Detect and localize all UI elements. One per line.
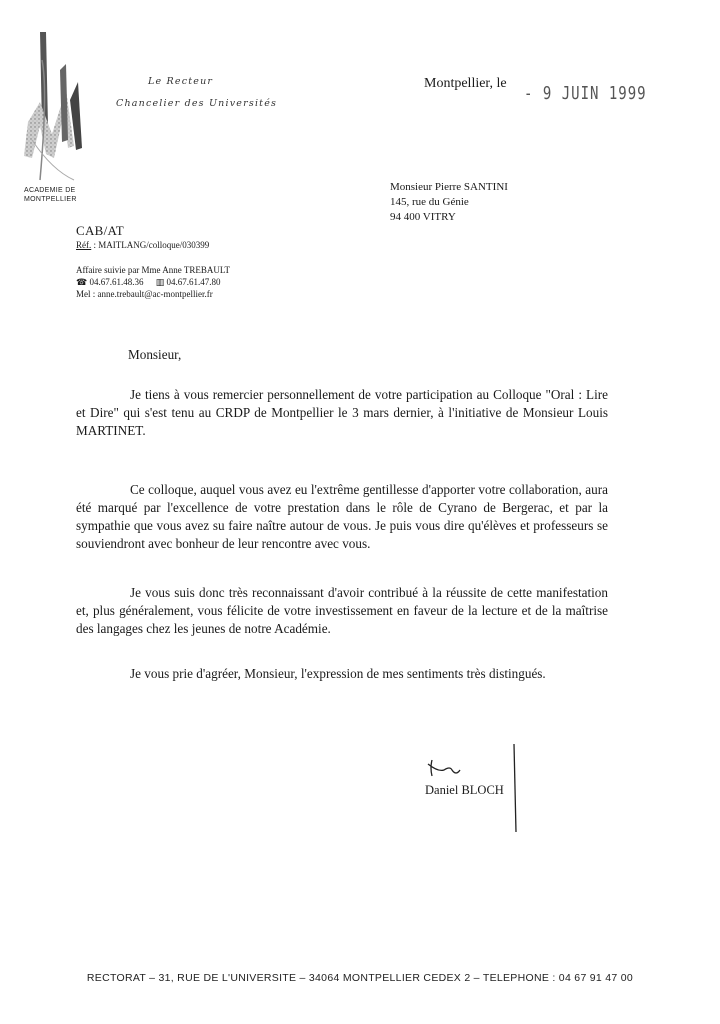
phone-number: 04.67.61.48.36 [89,277,144,287]
paragraph-4: Je vous prie d'agréer, Monsieur, l'expression de mes sentiments très distingués. [130,666,546,681]
recipient-name: Monsieur Pierre SANTINI [390,181,508,193]
title-chancellor: Chancelier des Universités [116,98,278,109]
telephone-icon: ☎ [76,278,88,288]
fax-icon: ▥ [155,278,165,288]
paragraph-2: Ce colloque, auquel vous avez eu l'extrême gentillesse d'apporter votre collaboration, aura été marqué par l'excellence de votre prestation dans le rôle de Cyrano de Bergerac, et par la sympathie que vous avez su faire naître autour de vous. Je puis vous dire qu'élèves et professeurs se souviendront avec bonheur de leur rencontre avec vous. [76,482,608,551]
email-line: Mel : anne.trebault@ac-montpellier.fr [76,289,213,299]
recipient-street: 145, rue du Génie [390,196,469,208]
paragraph-3: Je vous suis donc très reconnaissant d'avoir contribué à la réussite de cette manifestation et, plus généralement, vous félicite de votre investissement en faveur de la lecture et de la maîtrise des langages chez les jeunes de notre Académie. [76,585,608,636]
signatory-name: Daniel BLOCH [425,783,504,797]
reference-value: : MAITLANG/colloque/030399 [91,240,210,250]
reference-label: Réf. [76,240,92,250]
institution-name-line1: ACADEMIE DE [24,187,76,194]
contact-numbers [76,277,220,289]
paragraph-1: Je tiens à vous remercier personnellement de votre participation au Colloque "Oral : Lire et Dire" qui s'est tenu au CRDP de Montpellier le 3 mars dernier, à l'initiative de Monsieur Louis MARTINET. [76,387,608,438]
fax-number: 04.67.61.47.80 [166,277,221,287]
date-stamp: - 9 JUIN 1999 [524,84,647,104]
title-rector: Le Recteur [148,76,214,87]
institution-name-line2: MONTPELLIER [24,196,77,203]
reference-line [76,240,209,251]
reference-code: CAB/AT [76,223,125,238]
footer-address: RECTORAT – 31, RUE DE L'UNIVERSITE – 34064 MONTPELLIER CEDEX 2 – TELEPHONE : 04 67 91 47 00 [86,972,634,984]
salutation: Monsieur, [128,347,182,362]
handled-by: Affaire suivie par Mme Anne TREBAULT [76,265,231,275]
date-place-label: Montpellier, le [424,76,507,91]
recipient-city: 94 400 VITRY [390,211,456,223]
academie-logo-icon [22,30,100,190]
